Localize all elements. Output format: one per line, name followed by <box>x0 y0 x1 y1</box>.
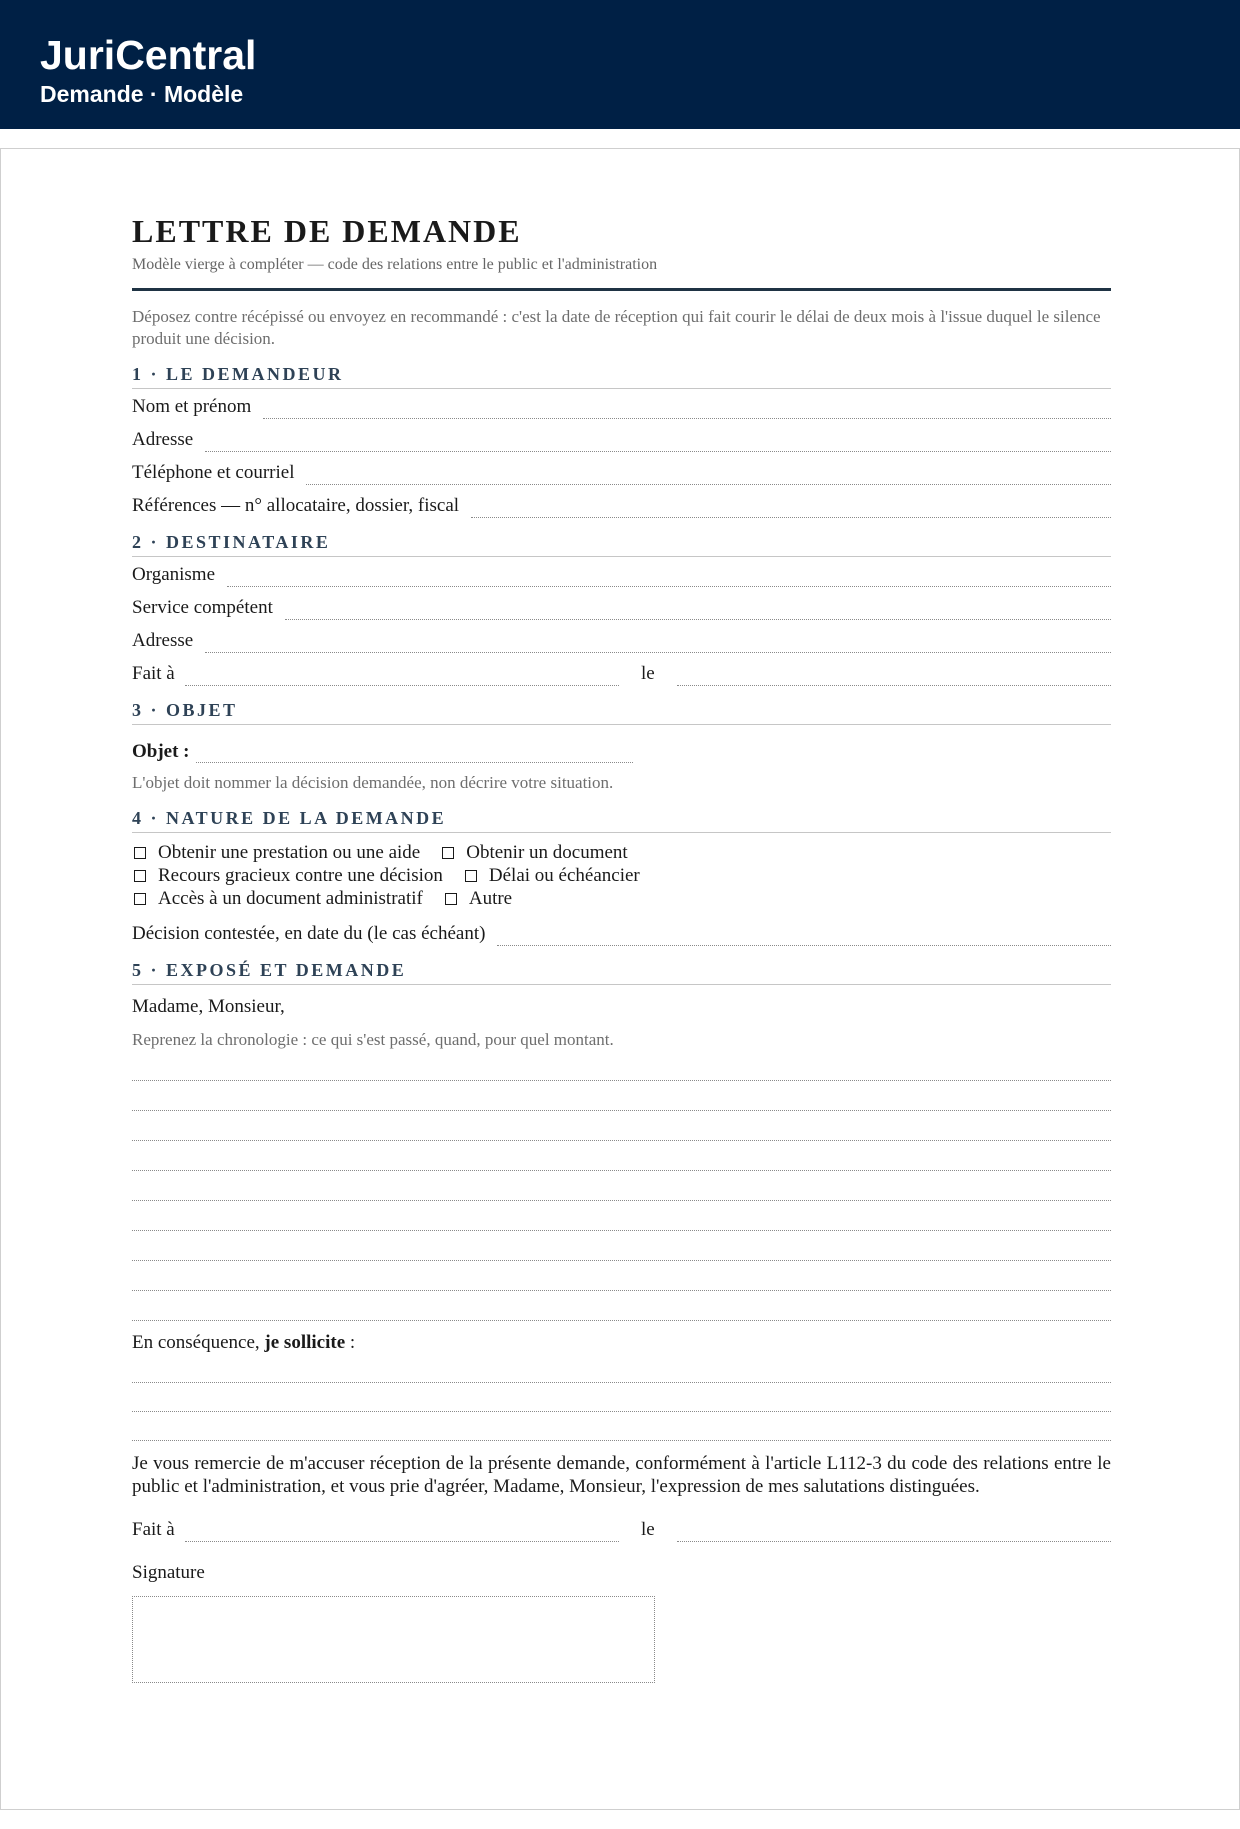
signature-box[interactable] <box>132 1596 655 1683</box>
nature-options <box>132 841 1111 910</box>
place-label: Fait à <box>132 663 175 684</box>
field-fait-a-le-final[interactable] <box>132 1512 1111 1545</box>
document-title: LETTRE DE DEMANDE <box>132 213 522 249</box>
write-line[interactable] <box>132 1081 1111 1111</box>
sollicite-lines[interactable] <box>132 1354 1111 1441</box>
section-nature-heading: 4 · NATURE DE LA DEMANDE <box>132 807 1111 833</box>
date-label: le <box>641 663 655 684</box>
field-references[interactable] <box>132 488 1111 521</box>
objet-note: L'objet doit nommer la décision demandée, non décrire votre situation. <box>132 773 614 792</box>
consequence-suffix: : <box>345 1332 356 1353</box>
document-content <box>132 213 1111 1683</box>
checkbox-document[interactable] <box>440 841 627 864</box>
write-line[interactable] <box>132 1141 1111 1171</box>
section-destinataire-heading: 2 · DESTINATAIRE <box>132 531 1111 557</box>
field-label: Adresse <box>132 429 194 450</box>
checkbox-icon[interactable] <box>442 847 454 859</box>
checkbox-icon[interactable] <box>134 847 146 859</box>
write-line[interactable] <box>132 1354 1111 1383</box>
write-line[interactable] <box>132 1383 1111 1412</box>
field-telephone-courriel[interactable] <box>132 455 1111 488</box>
intro-note: Déposez contre récépissé ou envoyez en recommandé : c'est la date de réception qui fait courir le délai de deux mois à l'issue duquel le silence produit une décision. <box>132 307 1101 348</box>
fill-line[interactable] <box>497 928 1111 946</box>
checkbox-label: Recours gracieux contre une décision <box>158 865 443 886</box>
checkbox-delai[interactable] <box>463 864 640 887</box>
field-label: Références — n° allocataire, dossier, fiscal <box>132 495 460 516</box>
place-fill-line[interactable] <box>185 1524 619 1542</box>
expose-lines[interactable] <box>132 1051 1111 1321</box>
checkbox-autre[interactable] <box>443 887 512 910</box>
fill-line[interactable] <box>285 602 1111 620</box>
checkbox-icon[interactable] <box>445 893 457 905</box>
field-organisme[interactable] <box>132 557 1111 590</box>
header-subtitle: Demande · Modèle <box>40 81 244 107</box>
date-label: le <box>641 1519 655 1540</box>
field-adresse-demandeur[interactable] <box>132 422 1111 455</box>
checkbox-label: Obtenir un document <box>466 842 628 863</box>
write-line[interactable] <box>132 1111 1111 1141</box>
signature-label: Signature <box>132 1562 205 1583</box>
field-label: Téléphone et courriel <box>132 462 295 483</box>
fill-line[interactable] <box>227 569 1111 587</box>
fill-line[interactable] <box>205 434 1111 452</box>
options-row <box>132 841 1111 864</box>
checkbox-label: Délai ou échéancier <box>488 865 640 886</box>
objet-fill-line[interactable] <box>196 745 633 763</box>
title-divider <box>132 288 1111 291</box>
fill-line[interactable] <box>306 467 1111 485</box>
field-label: Service compétent <box>132 597 273 618</box>
field-service[interactable] <box>132 590 1111 623</box>
write-line[interactable] <box>132 1261 1111 1291</box>
brand-name: JuriCentral <box>40 32 257 78</box>
checkbox-label: Accès à un document administratif <box>158 888 423 909</box>
closing-paragraph: Je vous remercie de m'accuser réception de la présente demande, conformément à l'article L112-3 du code des relations entre le public et l'administration, et vous prie d'agréer, Madame, Monsieur, l'expression de mes salutations distinguées. <box>132 1453 1111 1497</box>
field-adresse-destinataire[interactable] <box>132 623 1111 656</box>
field-label: Organisme <box>132 564 216 585</box>
checkbox-recours[interactable] <box>132 864 443 887</box>
place-fill-line[interactable] <box>185 668 619 686</box>
checkbox-icon[interactable] <box>134 870 146 882</box>
fill-line[interactable] <box>263 401 1111 419</box>
write-line[interactable] <box>132 1171 1111 1201</box>
objet-label: Objet : <box>132 741 190 762</box>
write-line[interactable] <box>132 1201 1111 1231</box>
salutation: Madame, Monsieur, <box>132 996 285 1017</box>
checkbox-label: Obtenir une prestation ou une aide <box>158 842 421 863</box>
checkbox-acces[interactable] <box>132 887 423 910</box>
date-fill-line[interactable] <box>677 668 1111 686</box>
checkbox-prestation[interactable] <box>132 841 420 864</box>
checkbox-label: Autre <box>468 888 513 909</box>
checkbox-icon[interactable] <box>134 893 146 905</box>
fill-line[interactable] <box>205 635 1111 653</box>
fill-line[interactable] <box>471 500 1111 518</box>
app-header <box>0 0 1240 129</box>
document-subtitle: Modèle vierge à compléter — code des relations entre le public et l'administration <box>132 256 658 273</box>
field-label: Nom et prénom <box>132 396 252 417</box>
field-decision-contestee[interactable] <box>132 916 1111 949</box>
consequence-prefix: En conséquence, <box>132 1332 265 1353</box>
section-expose-heading: 5 · EXPOSÉ ET DEMANDE <box>132 959 1111 985</box>
field-fait-a-le[interactable] <box>132 656 1111 689</box>
field-nom-prenom[interactable] <box>132 389 1111 422</box>
field-label: Adresse <box>132 630 194 651</box>
write-line[interactable] <box>132 1412 1111 1441</box>
date-fill-line[interactable] <box>677 1524 1111 1542</box>
field-objet[interactable] <box>132 735 1111 763</box>
write-line[interactable] <box>132 1291 1111 1321</box>
options-row <box>132 864 1111 887</box>
write-line[interactable] <box>132 1051 1111 1081</box>
field-label: Décision contestée, en date du (le cas échéant) <box>132 923 486 944</box>
section-demandeur-heading: 1 · LE DEMANDEUR <box>132 363 1111 389</box>
section-objet-heading: 3 · OBJET <box>132 699 1111 725</box>
write-line[interactable] <box>132 1231 1111 1261</box>
place-label: Fait à <box>132 1519 175 1540</box>
checkbox-icon[interactable] <box>465 870 477 882</box>
consequence-line <box>132 1331 1111 1354</box>
chronologie-hint: Reprenez la chronologie : ce qui s'est passé, quand, pour quel montant. <box>132 1030 614 1049</box>
document-sheet <box>0 148 1240 1810</box>
options-row <box>132 887 1111 910</box>
consequence-bold: je sollicite <box>264 1332 346 1353</box>
